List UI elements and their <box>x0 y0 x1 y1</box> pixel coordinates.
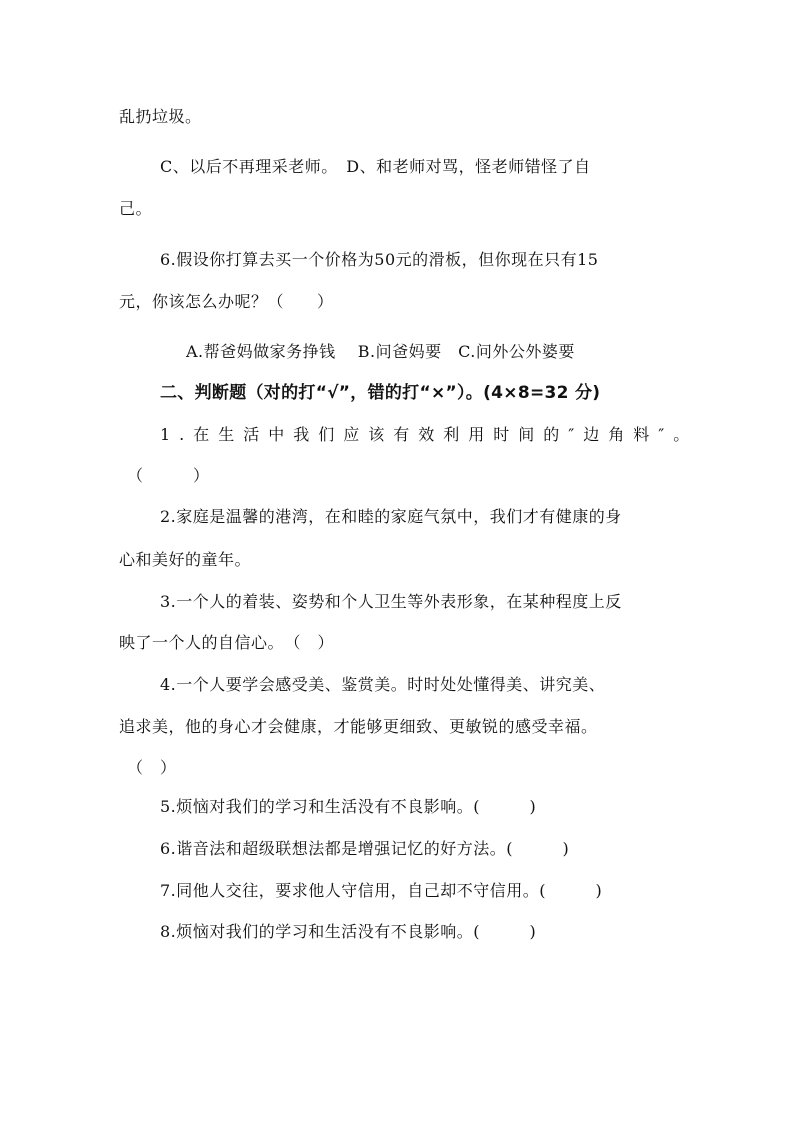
judge-item-3-line-1: 3.一个人的着装、姿势和个人卫生等外表形象，在某种程度上反 <box>160 592 622 611</box>
judge-item-1: 1.在生活中我们应该有效利用时间的″边角料″。 <box>160 425 699 444</box>
judge-item-8: 8.烦恼对我们的学习和生活没有不良影响。( ) <box>160 922 537 941</box>
judge-item-4-line-2: 追求美，他的身心才会健康，才能够更细致、更敏锐的感受幸福。 <box>119 717 598 736</box>
section-2-heading: 二、判断题（对的打“√”，错的打“×”）。(4×8=32 分) <box>160 383 601 403</box>
judge-item-2-line-2: 心和美好的童年。 <box>119 550 252 569</box>
judge-item-4-bracket: （ ） <box>127 758 177 777</box>
judge-item-3-line-2: 映了一个人的自信心。 （ ） <box>119 633 335 652</box>
question-6-line-1: 6.假设你打算去买一个价格为50元的滑板，但你现在只有15 <box>160 250 599 269</box>
judge-item-2-line-1: 2.家庭是温馨的港湾，在和睦的家庭气氛中，我们才有健康的身 <box>160 507 622 526</box>
judge-item-7: 7.同他人交往，要求他人守信用，自己却不守信用。( ) <box>160 881 603 900</box>
question-6-line-2: 元，你该怎么办呢？（ ） <box>119 292 334 311</box>
judge-item-1-bracket: （ ） <box>127 466 210 485</box>
judge-item-5: 5.烦恼对我们的学习和生活没有不良影响。( ) <box>160 797 537 816</box>
judge-item-6: 6.谐音法和超级联想法都是增强记忆的好方法。( ) <box>160 839 570 858</box>
option-c-d-line: C、以后不再理采老师。 D、和老师对骂，怪老师错怪了自 <box>160 157 591 176</box>
judge-item-4-line-1: 4.一个人要学会感受美、鉴赏美。时时处处懂得美、讲究美、 <box>160 675 606 694</box>
text-line-1: 乱扔垃圾。 <box>119 107 202 126</box>
text-line-3: 己。 <box>119 199 153 218</box>
question-6-options: A.帮爸妈做家务挣钱 B.问爸妈要 C.问外公外婆要 <box>186 342 575 361</box>
